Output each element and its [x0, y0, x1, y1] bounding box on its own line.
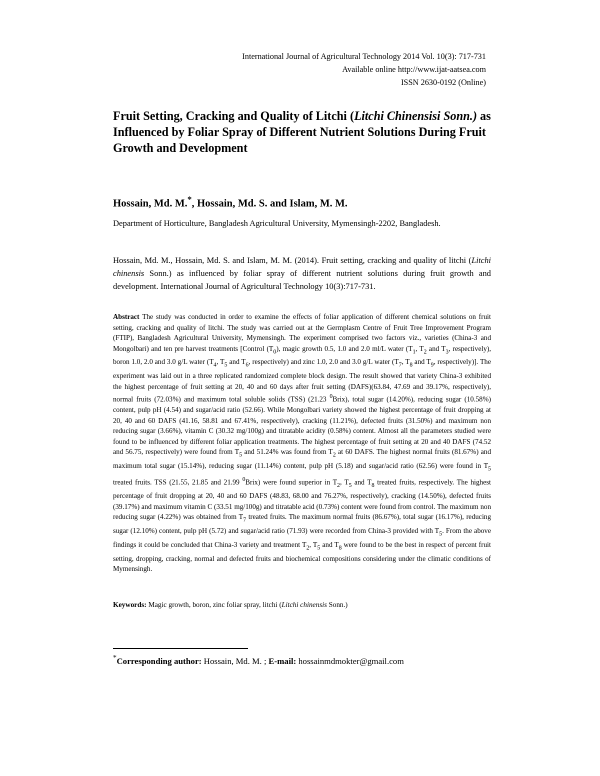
footnote-divider [113, 648, 248, 649]
author-list [113, 192, 348, 212]
journal-citation-line: International Journal of Agricultural Technology 2014 Vol. 10(3): 717-731 [242, 52, 486, 61]
journal-header [242, 50, 486, 89]
paper-title: Fruit Setting, Cracking and Quality of Litchi (Litchi Chinensisi Sonn.) as Influenced by Foliar Spray of Different Nutrient Solutions During Fruit Growth and Development [113, 109, 491, 155]
abstract: Abstract The study was conducted in order to examine the effects of foliar application of different chemical solutions on fruit setting, cracking and quality of litchi. The study was carried out at the Germplasm Centre of Fruit Tree Improvement Program (FTIP), Bangladesh Agricultural University, Mymensingh. The experiment comprised two factors viz., varieties (China-3 and Mongolbari) and ten pre harvest treatments [Control $(T_0)$, magic growth 0.5, 1.0 and 2.0 ml/L water ($T_1$, $T_2$ and $T_3$, respectively), boron 1.0, 2.0 and 3.0 g/L water ($T_4$, $T_5$ and $T_6$, respectively) and zinc 1.0, 2.0 and 3.0 g/L water ($T_7$, $T_8$ and $T_9$, respectively)]. The experiment was laid out in a three replicated randomized complete block design. The result showed that variety China-3 exhibited the highest percentage of fruit setting at 20, 40 and 60 days after fruit setting (DAFS)(63.84, 47.69 and 39.17%, respectively), normal fruits (72.03%) and maximum total soluble solids (TSS) (21.23 $^0$Brix), total sugar (14.20%), reducing sugar (10.58%) content, pulp pH (4.54) and sugar/acid ratio (52.66). While Mongolbari variety showed the highest percentage of fruit dropping at 20, 40 and 60 DAFS (41.16, 58.81 and 67.41%, respectively), cracking (11.21%), defected fruits (31.50%) and maximum non reducing sugar (3.66%), vitamin C (30.32 mg/100g) and titratable acidity (0.58%) content. Almost all the parameters studied were found to be influenced by different foliar application treatments. The highest percentage of fruit setting at 20 and 40 DAFS (74.52 and 56.75, respectively) were found from $T_5$ and 51.24% was found from $T_2$ at 60 DAFS. The highest normal fruits (81.67%) and maximum total sugar (15.14%), reducing sugar (11.14%) content, pulp pH (5.18) and sugar/acid ratio (62.56) were found in $T_5$ treated fruits. TSS (21.55, 21.85 and 21.99 $^0$Brix) were found superior in $T_2$, $T_5$ and $T_8$ treated fruits, respectively. The highest percentage of fruit dropping at 20, 40 and 60 DAFS (48.83, 68.00 and 76.27%, respectively), cracking (14.50%), defected fruits (39.17%) and maximum vitamin C (33.51 mg/100g) and titratable acid (0.73%) content were found from control. The maximum non reducing sugar (4.22%) was obtained from $T_7$ treated fruits. The maximum normal fruits (86.67%), total sugar (16.17%), reducing sugar (12.10%) content, pulp pH (5.72) and sugar/acid ratio (71.93) were recorded from China-3 provided with $T_5$. From the above findings it could be concluded that China-3 variety and treatment $T_2$, $T_5$ and $T_8$ were found to be the best in respect of percent fruit setting, dropping, cracking, normal and defected fruits and biochemical compositions considering under the climatic conditions of Mymensingh. [113, 313, 492, 574]
journal-issn-line: ISSN 2630-0192 (Online) [400, 78, 486, 87]
keywords: Keywords: Magic growth, boron, zinc foliar spray, litchi (Litchi chinensis Sonn.) [113, 601, 348, 609]
citation: Hossain, Md. M., Hossain, Md. S. and Islam, M. M. (2014). Fruit setting, cracking and quality of litchi (Litchi chinensis Sonn.) as influenced by foliar spray of different nutrient solutions during fruit growth and development. International Journal of Agricultural Technology 10(3):717-731. [113, 256, 491, 291]
journal-website-line: Available online http://www.ijat-aatsea.com [342, 65, 486, 74]
corresponding-author-footnote: *Corresponding author: Hossain, Md. M. ; E-mail: hossainmdmokter@gmail.com [113, 654, 404, 666]
abstract-label: Abstract [113, 313, 140, 321]
other-authors: , Hossain, Md. S. and Islam, M. M. [191, 198, 348, 210]
title-species: Litchi Chinensisi Sonn.) [354, 109, 477, 123]
corresponding-mark: * [187, 194, 192, 204]
author-1: Hossain, Md. M. [113, 198, 188, 210]
corresponding-author-label: Corresponding author: [116, 655, 202, 666]
affiliation: Department of Horticulture, Bangladesh Agricultural University, Mymensingh-2202, Bangladesh. [113, 219, 441, 228]
author-email: hossainmdmokter@gmail.com [296, 655, 404, 666]
keywords-label: Keywords: [113, 601, 147, 609]
email-label: E-mail: [268, 655, 297, 666]
